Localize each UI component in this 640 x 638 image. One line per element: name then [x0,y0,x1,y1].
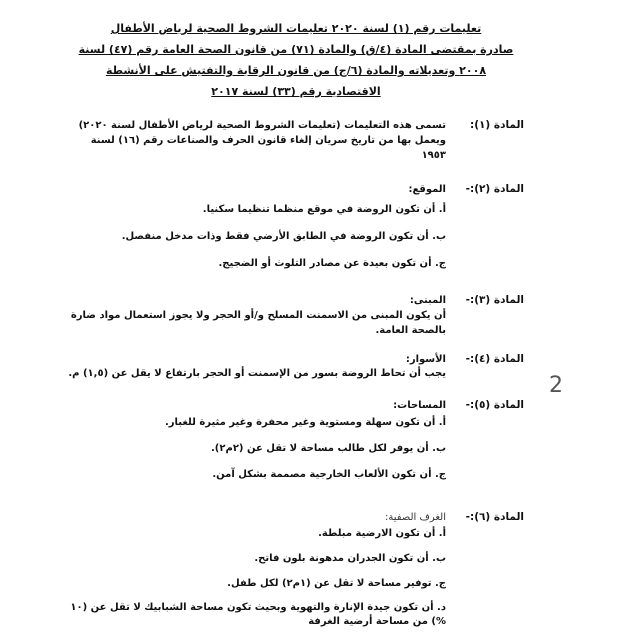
header-line-4: الاقتصادية رقم (٣٣) لسنة ٢٠١٧ [211,85,381,98]
list-item: أ. أن تكون الارضية مبلطة. [318,528,446,539]
document-page [68,6,524,638]
article-label: المادة (١): [470,119,524,131]
list-item: ج. توفير مساحة لا تقل عن (١م٢) لكل طفل. [227,578,446,589]
document-header [68,18,524,102]
article-title: المبنى: [409,295,446,306]
article-title: الغرف الصفية: [384,512,446,523]
list-item: ب. أن تكون الروضة في الطابق الأرضي فقط وذات مدخل منفصل. [121,231,446,242]
article-1 [68,118,524,163]
list-item: أ. أن تكون الروضة في موقع منظما تنظيما سكنيا. [202,204,446,215]
article-label: المادة (٢):- [465,183,524,195]
page-number-indicator[interactable]: 2 [549,373,563,398]
article-4 [68,352,524,381]
article-title: المساحات: [393,400,446,411]
article-text: تسمى هذه التعليمات (تعليمات الشروط الصحية لرياض الأطفال لسنة ٢٠٢٠) ويعمل بها من تاريخ سريان إلغاء قانون الحرف والصناعات رقم (١٦) لسنة ١٩٥٣ [78,120,446,161]
article-label: المادة (٦):- [465,511,524,523]
header-line-2: صادرة بمقتضى المادة (٤/ق) والمادة (٧١) من قانون الصحة العامة رقم (٤٧) لسنة [78,43,514,56]
article-3 [68,293,524,338]
list-item: ج. أن تكون الألعاب الخارجية مصممة بشكل آمن. [212,469,446,480]
article-2 [68,182,524,271]
article-title: الموقع: [408,184,446,195]
list-item: ج. أن تكون بعيدة عن مصادر التلوث أو الضجيج. [218,258,446,269]
article-title: الأسوار: [405,354,446,365]
article-5 [68,398,524,482]
article-6 [68,510,524,629]
header-line-3: ٢٠٠٨ وتعديلاته والمادة (٦/ج) من قانون الرقابة والتفتيش على الأنشطة [105,64,487,77]
list-item: د. أن تكون جيدة الإنارة والتهوية وبحيث تكون مساحة الشبابيك لا تقل عن (١٠ %) من مساحة أرضية الغرفة [70,602,446,627]
list-item: أ. أن تكون سهلة ومستوية وغير محفرة وغير مثيرة للغبار. [164,417,446,428]
list-item: ب. أن يوفر لكل طالب مساحة لا تقل عن (٢م٢). [210,443,446,454]
article-label: المادة (٣):- [465,294,524,306]
header-line-1: تعليمات رقم (١) لسنة ٢٠٢٠ تعليمات الشروط الصحية لرياض الأطفال [110,22,482,35]
article-text: أن يكون المبنى من الاسمنت المسلح و/أو الحجر ولا يجوز استعمال مواد ضارة بالصحة العامة. [70,310,446,336]
article-label: المادة (٤):- [465,353,524,365]
list-item: ب. أن تكون الجدران مدهونة بلون فاتح. [254,553,446,564]
article-label: المادة (٥):- [465,399,524,411]
article-text: يجب أن تحاط الروضة بسور من الإسمنت أو الحجر بارتفاع لا يقل عن (١,٥) م. [68,368,446,379]
